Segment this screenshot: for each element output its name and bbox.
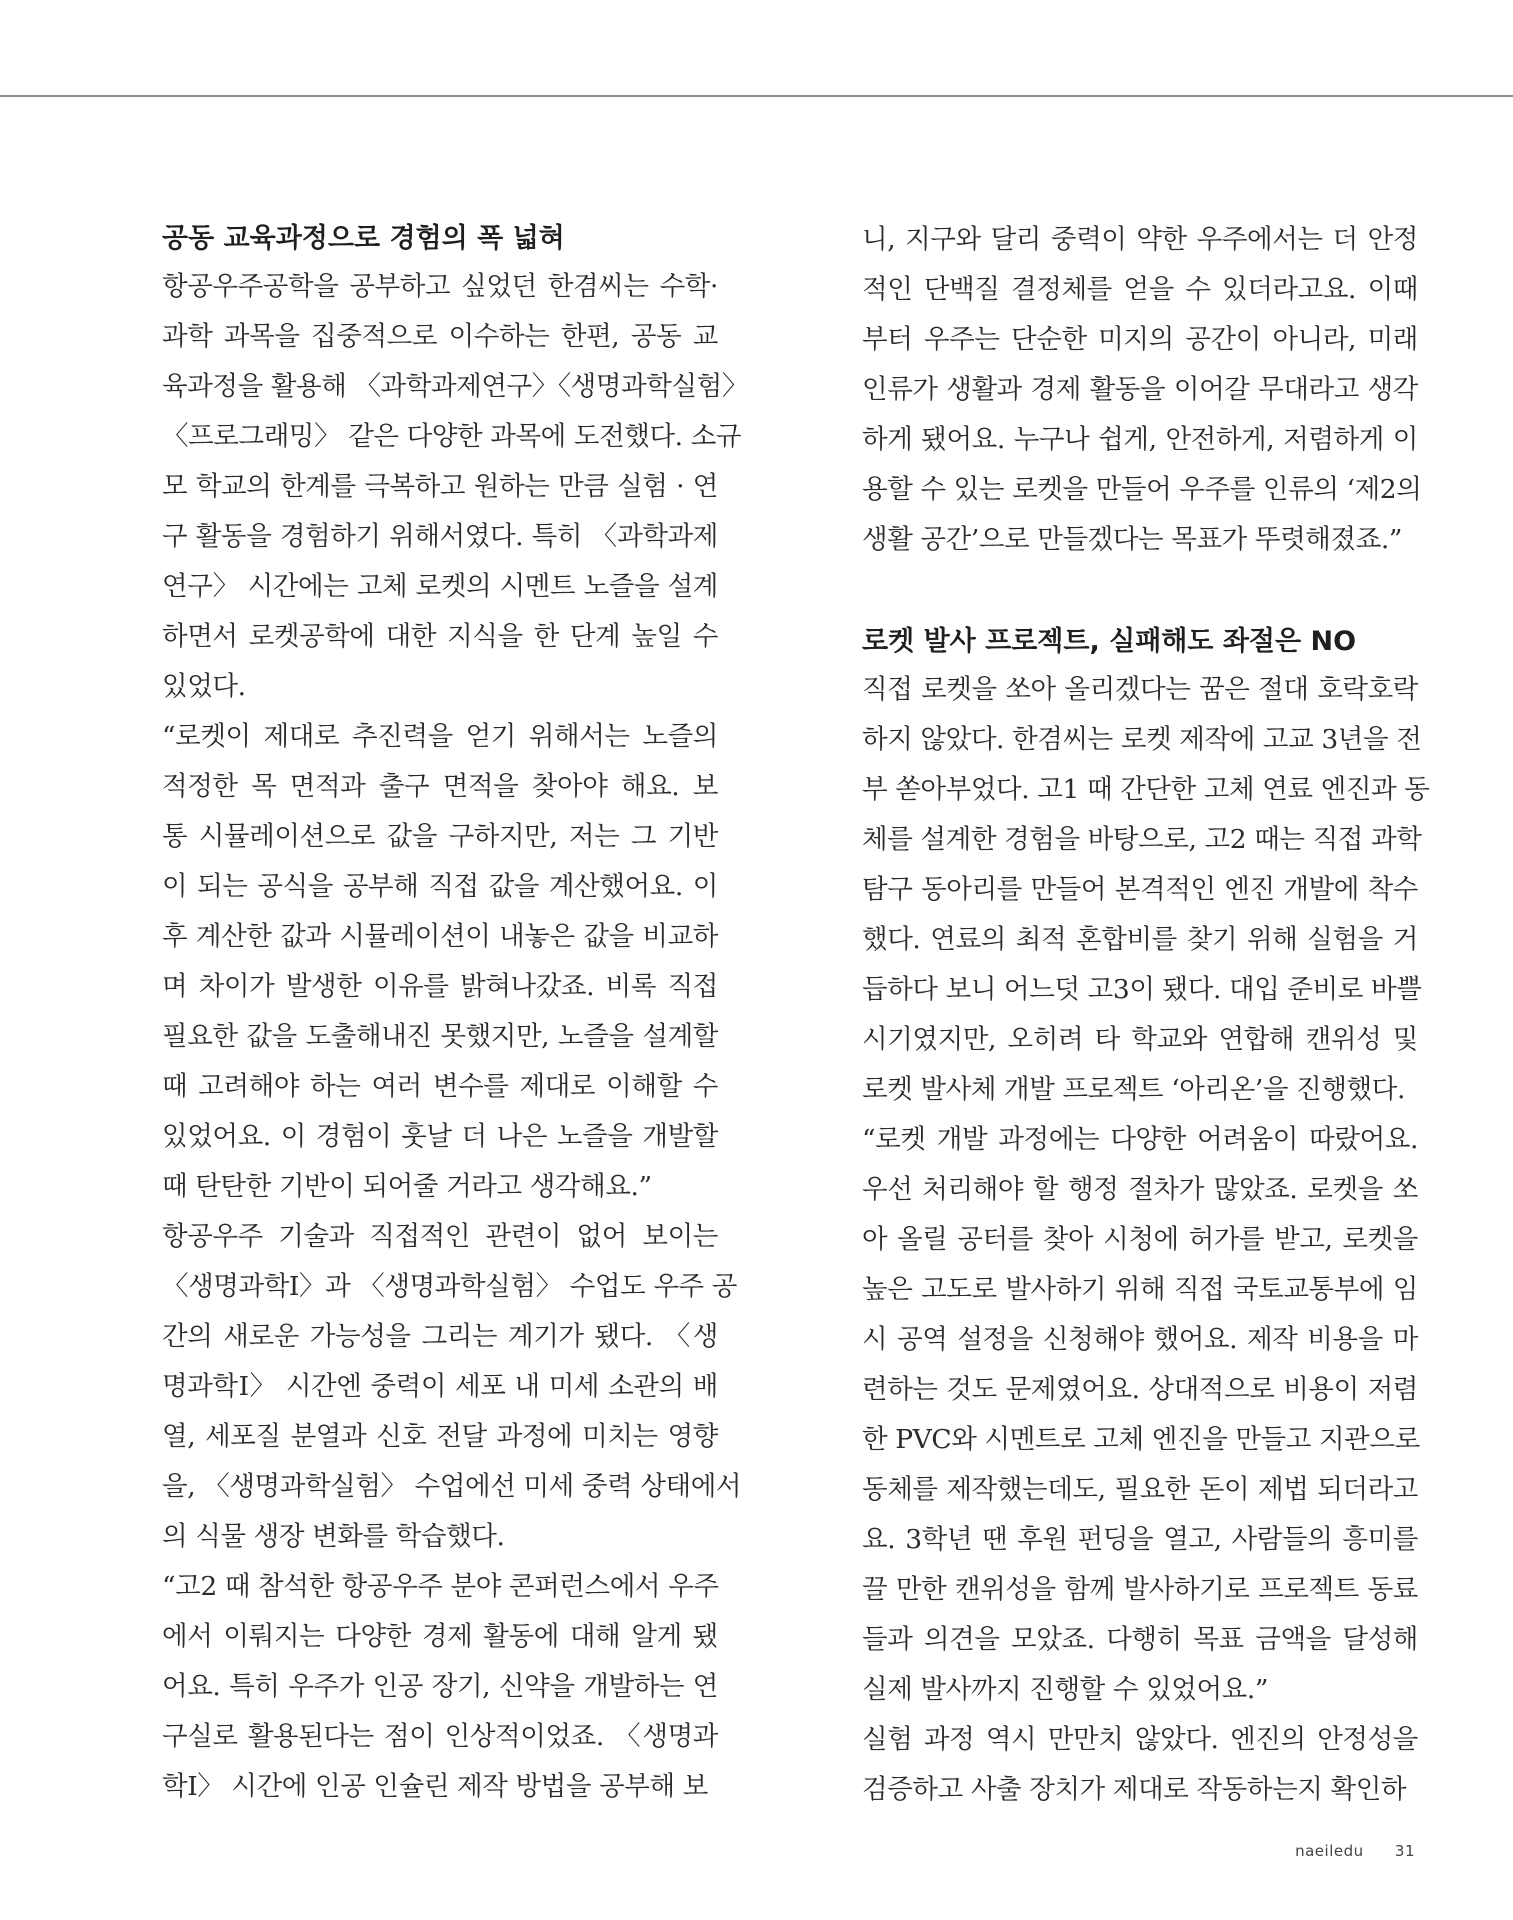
text-line: 부 쏟아부었다. 고1 때 간단한 고체 연료 엔진과 동 xyxy=(862,774,1430,805)
text-line: 들과 의견을 모았죠. 다행히 목표 금액을 달성해 xyxy=(862,1624,1418,1655)
text-line: 동체를 제작했는데도, 필요한 돈이 제법 되더라고 xyxy=(862,1474,1418,1505)
section-heading-right: 로켓 발사 프로젝트, 실패해도 좌절은 NO xyxy=(862,626,1357,657)
text-line: 높은 고도로 발사하기 위해 직접 국토교통부에 임 xyxy=(862,1274,1418,1305)
text-line: 련하는 것도 문제였어요. 상대적으로 비용이 저렴 xyxy=(862,1374,1418,1405)
footer-brand: naeiledu xyxy=(1295,1842,1364,1860)
text-line: 며 차이가 발생한 이유를 밝혀나갔죠. 비록 직접 xyxy=(162,971,718,1002)
section-heading-left: 공동 교육과정으로 경험의 폭 넓혀 xyxy=(162,223,565,254)
text-line: 연구〉 시간에는 고체 로켓의 시멘트 노즐을 설계 xyxy=(162,571,718,602)
text-line: 한 PVC와 시멘트로 고체 엔진을 만들고 지관으로 xyxy=(862,1424,1420,1455)
text-line: 부터 우주는 단순한 미지의 공간이 아니라, 미래 xyxy=(862,324,1418,355)
text-line: 듭하다 보니 어느덧 고3이 됐다. 대입 준비로 바쁠 xyxy=(862,974,1422,1005)
text-line: 이 되는 공식을 공부해 직접 값을 계산했어요. 이 xyxy=(162,871,718,902)
text-line: 요. 3학년 땐 후원 펀딩을 열고, 사람들의 흥미를 xyxy=(862,1524,1418,1555)
text-line: 과학 과목을 집중적으로 이수하는 한편, 공동 교 xyxy=(162,321,718,352)
text-line: 아 올릴 공터를 찾아 시청에 허가를 받고, 로켓을 xyxy=(862,1224,1418,1255)
text-line: 필요한 값을 도출해내진 못했지만, 노즐을 설계할 xyxy=(162,1021,718,1052)
text-line: 에서 이뤄지는 다양한 경제 활동에 대해 알게 됐 xyxy=(162,1621,718,1652)
text-line: 항공우주 기술과 직접적인 관련이 없어 보이는 xyxy=(162,1221,718,1252)
text-line: 생활 공간’으로 만들겠다는 목표가 뚜렷해졌죠.” xyxy=(862,524,1403,555)
text-line: 있었어요. 이 경험이 훗날 더 나은 노즐을 개발할 xyxy=(162,1121,718,1152)
text-line: 실험 과정 역시 만만치 않았다. 엔진의 안정성을 xyxy=(862,1724,1418,1755)
text-line: 탐구 동아리를 만들어 본격적인 엔진 개발에 착수 xyxy=(862,874,1418,905)
text-line: 후 계산한 값과 시뮬레이션이 내놓은 값을 비교하 xyxy=(162,921,718,952)
page-footer xyxy=(1295,1842,1415,1860)
text-line: 시 공역 설정을 신청해야 했어요. 제작 비용을 마 xyxy=(862,1324,1418,1355)
right-column xyxy=(862,215,1430,1815)
text-line: 〈프로그래밍〉 같은 다양한 과목에 도전했다. 소규 xyxy=(162,421,742,452)
text-line: 체를 설계한 경험을 바탕으로, 고2 때는 직접 과학 xyxy=(862,824,1422,855)
text-line: 시기였지만, 오히려 타 학교와 연합해 캔위성 및 xyxy=(862,1024,1418,1055)
page-number: 31 xyxy=(1394,1842,1415,1860)
text-line: 간의 새로운 가능성을 그리는 계기가 됐다. 〈생 xyxy=(162,1321,718,1352)
text-line: 의 식물 생장 변화를 학습했다. xyxy=(162,1521,505,1552)
text-line: 육과정을 활용해 〈과학과제연구〉〈생명과학실험〉 xyxy=(162,371,748,402)
text-line: “고2 때 참석한 항공우주 분야 콘퍼런스에서 우주 xyxy=(162,1571,719,1602)
text-line: 우선 처리해야 할 행정 절차가 많았죠. 로켓을 쏘 xyxy=(862,1174,1418,1205)
left-body-text xyxy=(162,262,748,1812)
text-line: 하면서 로켓공학에 대한 지식을 한 단계 높일 수 xyxy=(162,621,718,652)
text-line: 구 활동을 경험하기 위해서였다. 특히 〈과학과제 xyxy=(162,521,718,552)
text-line: 있었다. xyxy=(162,671,246,702)
text-line: 을, 〈생명과학실험〉 수업에선 미세 중력 상태에서 xyxy=(162,1471,742,1502)
text-line: 로켓 발사체 개발 프로젝트 ‘아리온’을 진행했다. xyxy=(862,1074,1405,1105)
text-line: 명과학Ⅰ〉 시간엔 중력이 세포 내 미세 소관의 배 xyxy=(162,1371,718,1402)
text-line: 때 고려해야 하는 여러 변수를 제대로 이해할 수 xyxy=(162,1071,718,1102)
text-line: 인류가 생활과 경제 활동을 이어갈 무대라고 생각 xyxy=(862,374,1418,405)
text-line: 직접 로켓을 쏘아 올리겠다는 꿈은 절대 호락호락 xyxy=(862,674,1418,705)
text-line: “로켓 개발 과정에는 다양한 어려움이 따랐어요. xyxy=(862,1124,1418,1155)
left-column xyxy=(162,215,748,1812)
text-line: 구실로 활용된다는 점이 인상적이었죠. 〈생명과 xyxy=(162,1721,718,1752)
text-line: 통 시뮬레이션으로 값을 구하지만, 저는 그 기반 xyxy=(162,821,718,852)
right-body-text-bottom xyxy=(862,665,1430,1815)
text-line: 끌 만한 캔위성을 함께 발사하기로 프로젝트 동료 xyxy=(862,1574,1418,1605)
text-line: 하지 않았다. 한겸씨는 로켓 제작에 고교 3년을 전 xyxy=(862,724,1422,755)
text-line: 했다. 연료의 최적 혼합비를 찾기 위해 실험을 거 xyxy=(862,924,1418,955)
text-line: 실제 발사까지 진행할 수 있었어요.” xyxy=(862,1674,1269,1705)
text-line: “로켓이 제대로 추진력을 얻기 위해서는 노즐의 xyxy=(162,721,718,752)
right-body-text-top xyxy=(862,215,1422,565)
text-line: 학Ⅰ〉 시간에 인공 인슐린 제작 방법을 공부해 보 xyxy=(162,1771,708,1802)
text-line: 적정한 목 면적과 출구 면적을 찾아야 해요. 보 xyxy=(162,771,718,802)
text-line: 니, 지구와 달리 중력이 약한 우주에서는 더 안정 xyxy=(862,224,1418,255)
text-line: 열, 세포질 분열과 신호 전달 과정에 미치는 영향 xyxy=(162,1421,718,1452)
text-line: 검증하고 사출 장치가 제대로 작동하는지 확인하 xyxy=(862,1774,1407,1805)
text-line: 항공우주공학을 공부하고 싶었던 한겸씨는 수학· xyxy=(162,271,718,302)
text-line: 〈생명과학Ⅰ〉과 〈생명과학실험〉 수업도 우주 공 xyxy=(162,1271,737,1302)
text-line: 용할 수 있는 로켓을 만들어 우주를 인류의 ‘제2의 xyxy=(862,474,1422,505)
text-line: 때 탄탄한 기반이 되어줄 거라고 생각해요.” xyxy=(162,1171,652,1202)
paragraph-gap xyxy=(862,565,1418,618)
text-line: 적인 단백질 결정체를 얻을 수 있더라고요. 이때 xyxy=(862,274,1418,305)
text-line: 어요. 특히 우주가 인공 장기, 신약을 개발하는 연 xyxy=(162,1671,718,1702)
text-line: 모 학교의 한계를 극복하고 원하는 만큼 실험 · 연 xyxy=(162,471,718,502)
text-line: 하게 됐어요. 누구나 쉽게, 안전하게, 저렴하게 이 xyxy=(862,424,1418,455)
top-divider xyxy=(0,95,1513,97)
